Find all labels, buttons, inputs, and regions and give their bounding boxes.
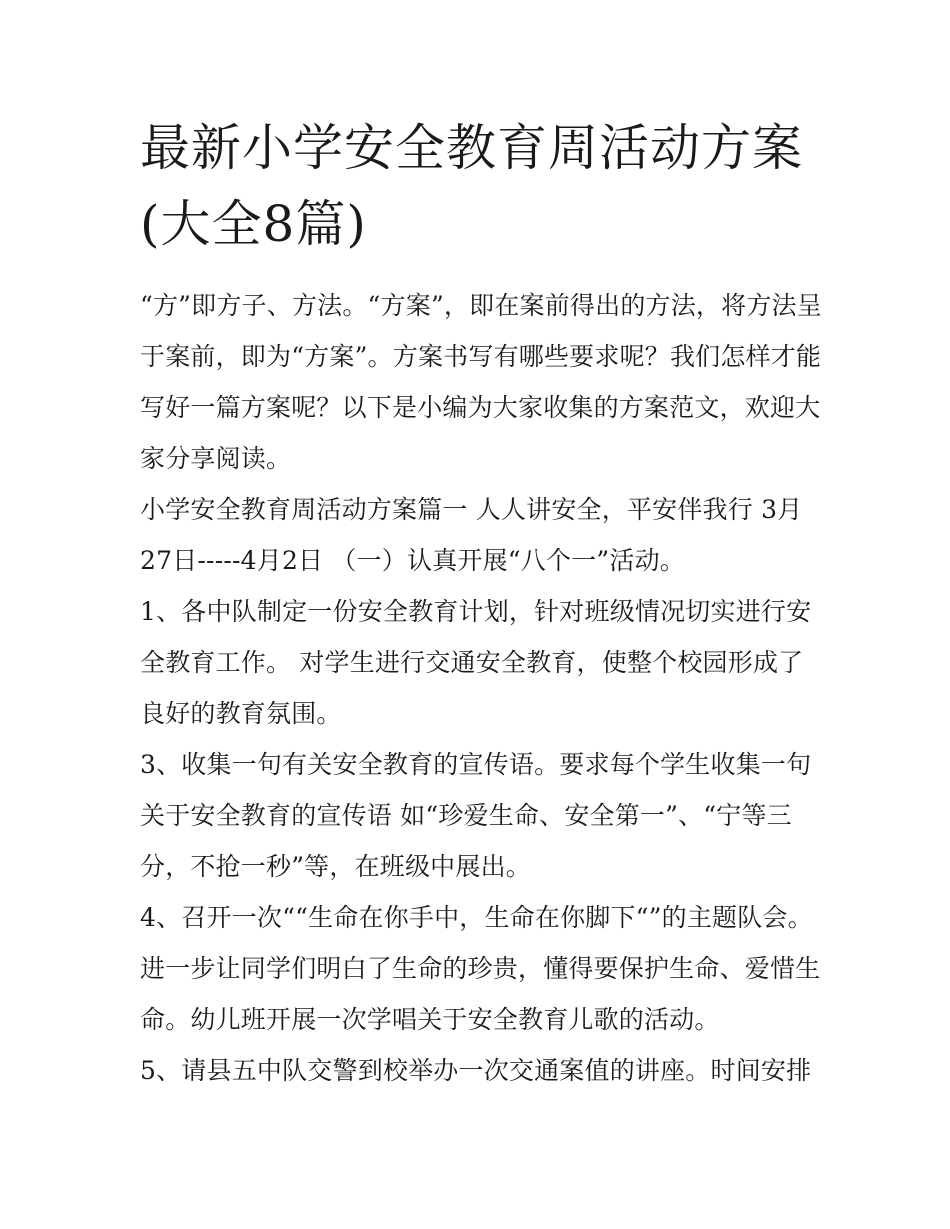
body-line: 4、召开一次““生命在你手中，生命在你脚下“”的主题队会。 xyxy=(140,903,813,932)
body-line: “方”即方子、方法。“方案”，即在案前得出的方法，将方法呈 xyxy=(140,291,822,320)
body-line: 分，不抢一秒”等，在班级中展出。 xyxy=(140,852,531,881)
body-line: 家分享阅读。 xyxy=(140,444,292,473)
body-line: 全教育工作。 对学生进行交通安全教育，使整个校园形成了 xyxy=(140,648,804,677)
title-line-1: 最新小学安全教育周活动方案 xyxy=(140,119,803,177)
title-line-2: (大全8篇) xyxy=(140,195,367,253)
body-line: 27日-----4月2日 （一）认真开展“八个一”活动。 xyxy=(140,546,685,575)
body-line: 命。幼儿班开展一次学唱关于安全教育儿歌的活动。 xyxy=(140,1005,720,1034)
body-line: 写好一篇方案呢？以下是小编为大家收集的方案范文，欢迎大 xyxy=(140,393,821,422)
body-line: 关于安全教育的宣传语 如“珍爱生命、安全第一”、“宁等三 xyxy=(140,801,792,830)
body-line: 1、各中队制定一份安全教育计划，针对班级情况切实进行安 xyxy=(140,597,812,626)
body-line: 进一步让同学们明白了生命的珍贵，懂得要保护生命、爱惜生 xyxy=(140,954,821,983)
body-line: 5、请县五中队交警到校举办一次交通案值的讲座。时间安排 xyxy=(140,1056,812,1085)
document-body xyxy=(140,280,830,1096)
document-title xyxy=(140,110,830,262)
body-line: 小学安全教育周活动方案篇一 人人讲安全，平安伴我行 3月 xyxy=(140,495,803,524)
body-line: 于案前，即为“方案”。方案书写有哪些要求呢？我们怎样才能 xyxy=(140,342,822,371)
body-line: 3、收集一句有关安全教育的宣传语。要求每个学生收集一句 xyxy=(140,750,812,779)
body-line: 良好的教育氛围。 xyxy=(140,699,342,728)
